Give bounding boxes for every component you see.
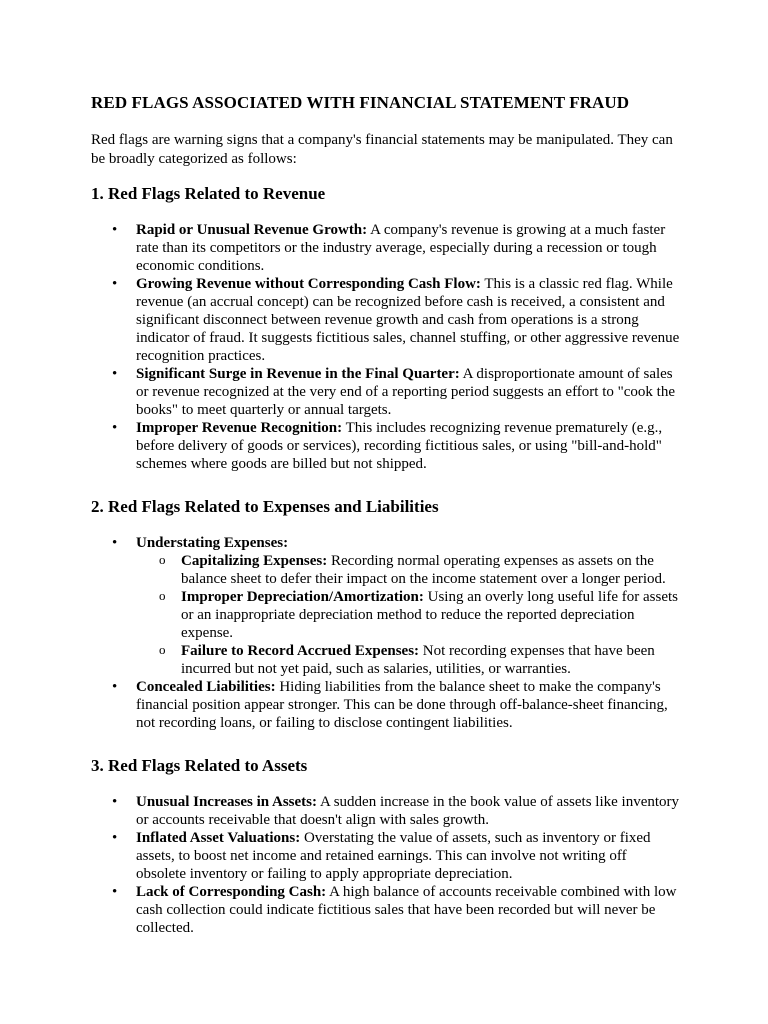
item-title: Lack of Corresponding Cash: [136,884,327,900]
list-item [91,678,680,732]
bullet-list [91,221,680,473]
item-title: Failure to Record Accrued Expenses: [181,643,420,659]
circle-bullet-icon: o [159,552,166,567]
bullet-icon: • [112,884,118,900]
bullet-list [91,534,680,732]
circle-bullet-icon: o [159,642,166,657]
list-item [91,829,680,883]
sub-list-item [136,588,680,642]
intro-paragraph: Red flags are warning signs that a company's financial statements may be manipulated. They can be broadly categorized as follows: [91,132,673,167]
section-assets [91,756,680,937]
item-text: A high balance of accounts receivable combined with low cash collection could indicate fictitious sales that have been recorded but will never be collected. [136,884,677,936]
item-title: Improper Revenue Recognition: [136,420,343,436]
bullet-icon: • [112,276,118,292]
list-item [91,534,680,678]
item-title: Rapid or Unusual Revenue Growth: [136,222,368,238]
list-item [91,221,680,275]
section-heading: 2. Red Flags Related to Expenses and Liabilities [91,497,439,516]
bullet-icon: • [112,222,118,238]
bullet-icon: • [112,679,118,695]
bullet-list [91,793,680,937]
bullet-icon: • [112,535,118,551]
section-heading: 3. Red Flags Related to Assets [91,756,308,775]
section-heading: 1. Red Flags Related to Revenue [91,184,326,203]
item-title: Significant Surge in Revenue in the Final Quarter: [136,366,460,382]
item-title: Unusual Increases in Assets: [136,794,318,810]
item-text: Hiding liabilities from the balance sheet to make the company's financial position appear stronger. This can be done through off-balance-sheet financing, not recording loans, or failing to disclose contingent liabilities. [136,679,668,731]
list-item [91,419,680,473]
bullet-icon: • [112,366,118,382]
item-text: A disproportionate amount of sales or revenue recognized at the very end of a reporting period suggests an effort to "cook the books" to meet quarterly or annual targets. [136,366,675,418]
list-item [91,883,680,937]
bullet-icon: • [112,830,118,846]
item-text: This is a classic red flag. While revenue (an accrual concept) can be recognized before cash is received, a consistent and significant disconnect between revenue growth and cash from operations is a strong indicator of fraud. It suggests fictitious sales, channel stuffing, or other aggressive revenue recognition practices. [136,276,680,364]
item-text: This includes recognizing revenue prematurely (e.g., before delivery of goods or services), recording fictitious sales, or using "bill-and-hold" schemes where goods are billed but not shipped. [136,420,663,472]
item-text: A sudden increase in the book value of assets like inventory or accounts receivable that doesn't align with sales growth. [136,794,680,828]
list-item [91,793,680,829]
item-text: Not recording expenses that have been incurred but not yet paid, such as salaries, utilities, or warranties. [181,643,655,677]
list-item [91,275,680,365]
bullet-icon: • [112,794,118,810]
item-text: Overstating the value of assets, such as inventory or fixed assets, to boost net income and retained earnings. This can involve not writing off obsolete inventory or failing to apply appropriate depreciation. [136,830,651,882]
section-expenses-liabilities [91,497,680,732]
sub-list-item [136,552,680,588]
item-title: Inflated Asset Valuations: [136,830,301,846]
bullet-icon: • [112,420,118,436]
item-text: A company's revenue is growing at a much faster rate than its competitors or the industry average, especially during a recession or tough economic conditions. [136,222,666,274]
item-title: Improper Depreciation/Amortization: [181,589,424,605]
section-revenue [91,184,680,473]
item-title: Concealed Liabilities: [136,679,276,695]
item-text: Using an overly long useful life for assets or an inappropriate depreciation method to reduce the reported depreciation expense. [181,589,679,641]
item-title: Growing Revenue without Corresponding Cash Flow: [136,276,481,292]
item-title: Understating Expenses: [136,535,289,551]
item-title: Capitalizing Expenses: [181,553,328,569]
sub-list-item [136,642,680,678]
document-title: RED FLAGS ASSOCIATED WITH FINANCIAL STATEMENT FRAUD [91,93,630,112]
item-text: Recording normal operating expenses as assets on the balance sheet to defer their impact on the income statement over a longer period. [181,553,666,587]
sub-bullet-list [136,552,680,678]
circle-bullet-icon: o [159,588,166,603]
list-item [91,365,680,419]
